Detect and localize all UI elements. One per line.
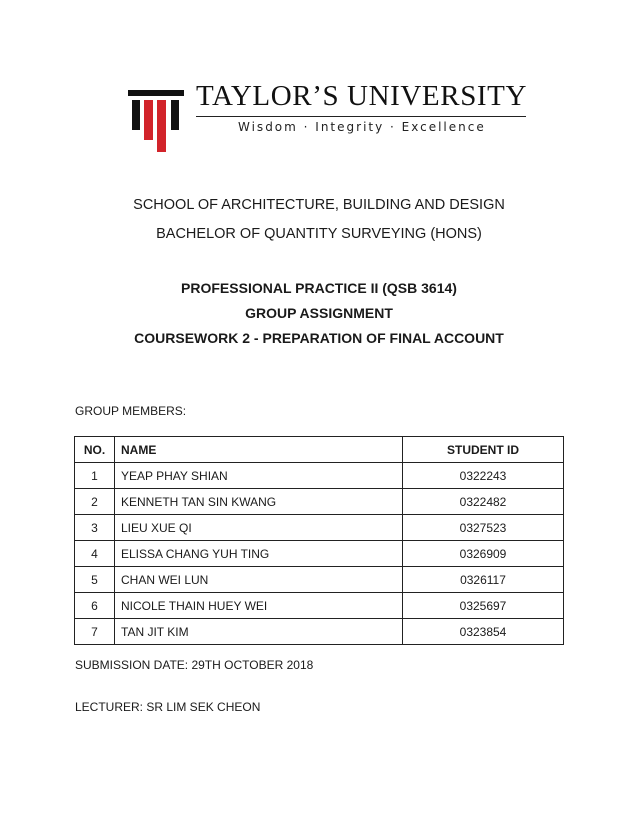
row-name: TAN JIT KIM — [115, 619, 403, 645]
table-row — [75, 567, 564, 593]
row-no: 2 — [75, 489, 115, 515]
table-header-row — [75, 437, 564, 463]
row-student-id: 0325697 — [403, 593, 564, 619]
table-row — [75, 619, 564, 645]
header-no: NO. — [75, 437, 115, 463]
row-student-id: 0322482 — [403, 489, 564, 515]
members-table — [74, 436, 564, 645]
table-row — [75, 593, 564, 619]
row-no: 3 — [75, 515, 115, 541]
header-name: NAME — [115, 437, 403, 463]
row-no: 4 — [75, 541, 115, 567]
submission-date: SUBMISSION DATE: 29TH OCTOBER 2018 — [75, 658, 314, 672]
group-members-label: GROUP MEMBERS: — [75, 404, 187, 418]
degree-heading: BACHELOR OF QUANTITY SURVEYING (HONS) — [156, 226, 482, 242]
row-no: 6 — [75, 593, 115, 619]
header-student-id: STUDENT ID — [403, 437, 564, 463]
row-no: 1 — [75, 463, 115, 489]
row-no: 5 — [75, 567, 115, 593]
row-student-id: 0326909 — [403, 541, 564, 567]
school-heading: SCHOOL OF ARCHITECTURE, BUILDING AND DESIGN — [133, 197, 505, 213]
assignment-heading: GROUP ASSIGNMENT — [245, 305, 393, 321]
taylors-crest-icon — [128, 82, 184, 152]
coursework-heading: COURSEWORK 2 - PREPARATION OF FINAL ACCOUNT — [134, 330, 504, 346]
row-name: ELISSA CHANG YUH TING — [115, 541, 403, 567]
course-heading: PROFESSIONAL PRACTICE II (QSB 3614) — [181, 280, 457, 296]
table-row — [75, 541, 564, 567]
row-name: CHAN WEI LUN — [115, 567, 403, 593]
logo-divider — [196, 116, 526, 117]
university-logo — [128, 80, 528, 152]
row-student-id: 0327523 — [403, 515, 564, 541]
logo-tagline: Wisdom · Integrity · Excellence — [238, 120, 486, 134]
table-row — [75, 463, 564, 489]
row-name: LIEU XUE QI — [115, 515, 403, 541]
row-student-id: 0323854 — [403, 619, 564, 645]
lecturer: LECTURER: SR LIM SEK CHEON — [75, 700, 261, 714]
row-name: NICOLE THAIN HUEY WEI — [115, 593, 403, 619]
row-name: YEAP PHAY SHIAN — [115, 463, 403, 489]
table-row — [75, 515, 564, 541]
row-no: 7 — [75, 619, 115, 645]
row-student-id: 0322243 — [403, 463, 564, 489]
row-name: KENNETH TAN SIN KWANG — [115, 489, 403, 515]
table-row — [75, 489, 564, 515]
row-student-id: 0326117 — [403, 567, 564, 593]
logo-name: TAYLOR’S UNIVERSITY — [196, 80, 528, 112]
